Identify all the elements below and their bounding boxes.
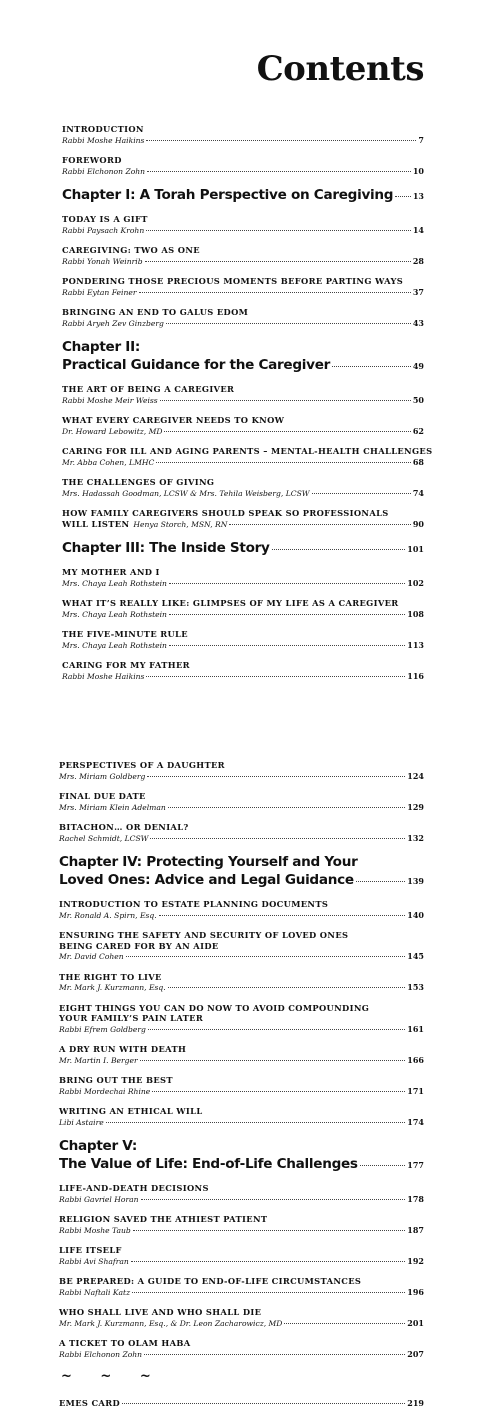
dot-leader [145, 261, 411, 262]
entry-author: Dr. Howard Lebowitz, MD [62, 426, 163, 436]
entry-title-continued: YOUR FAMILY’S PAIN LATER [59, 1013, 204, 1023]
dot-leader [150, 838, 405, 839]
entry-author-line [62, 488, 424, 500]
chapter-line [62, 356, 424, 375]
dot-leader [169, 645, 405, 646]
toc-entry[interactable] [59, 791, 424, 813]
dot-leader [147, 171, 411, 172]
page-number: 90 [412, 518, 424, 529]
entry-title: THE CHALLENGES OF GIVING [62, 477, 215, 487]
entry-title: BRING OUT THE BEST [59, 1075, 173, 1085]
entry-author-line [59, 1349, 424, 1361]
page-number: 43 [412, 317, 424, 328]
toc-entry[interactable] [62, 415, 424, 437]
toc-entry[interactable] [59, 1307, 424, 1329]
entry-title: ENSURING THE SAFETY AND SECURITY OF LOVED ONES [59, 930, 349, 940]
chapter-title: Chapter I: A Torah Perspective on Caregiving [62, 187, 394, 203]
toc-entry[interactable] [59, 930, 424, 963]
dot-leader [159, 915, 406, 916]
entry-author-line [59, 1024, 424, 1036]
entry-author-line [62, 225, 424, 237]
toc-entry[interactable] [59, 1276, 424, 1298]
entry-title: HOW FAMILY CAREGIVERS SHOULD SPEAK SO PROFESSIONALS [62, 508, 389, 518]
entry-title: BE PREPARED: A GUIDE TO END-OF-LIFE CIRCUMSTANCES [59, 1276, 362, 1286]
entry-title-continued: BEING CARED FOR BY AN AIDE [59, 940, 219, 951]
entry-title: EMES CARD [59, 1398, 120, 1408]
chapter-line [59, 871, 424, 890]
entry-title: CAREGIVING: TWO AS ONE [62, 245, 200, 255]
page-number: 132 [407, 832, 424, 843]
entry-author-line [59, 1055, 424, 1067]
page-number: 7 [418, 134, 424, 145]
dot-leader [144, 1354, 405, 1355]
dot-leader [166, 323, 411, 324]
entry-author-line [59, 1318, 424, 1330]
page-number: 102 [407, 577, 424, 588]
entry-title: THE FIVE-MINUTE RULE [62, 629, 188, 639]
toc-entry[interactable] [59, 1245, 424, 1267]
entry-author: Rabbi Naftali Katz [59, 1287, 131, 1297]
entry-title: EIGHT THINGS YOU CAN DO NOW TO AVOID COMPOUNDING [59, 1002, 370, 1013]
page-number: 207 [407, 1348, 424, 1359]
dot-leader [156, 462, 411, 463]
dot-leader [122, 1403, 405, 1404]
entry-title: WHAT EVERY CAREGIVER NEEDS TO KNOW [62, 415, 285, 425]
toc-entry[interactable] [62, 598, 424, 620]
toc-entry[interactable] [59, 1183, 424, 1205]
entry-author: Mrs. Miriam Goldberg [59, 771, 146, 781]
entry-author-line [59, 1287, 424, 1299]
toc-entry[interactable] [62, 446, 433, 468]
entry-author: Rabbi Elchonon Zohn [62, 166, 146, 176]
page-number: 129 [407, 801, 424, 812]
entry-author-line [62, 640, 424, 652]
entry-title: BRINGING AN END TO GALUS EDOM [62, 307, 249, 317]
entry-author: Mrs. Miriam Klein Adelman [59, 802, 166, 812]
dot-leader [168, 987, 406, 988]
toc-entry[interactable] [62, 477, 424, 499]
entry-author: Mr. Mark J. Kurzmann, Esq. [59, 983, 166, 992]
dot-leader [164, 431, 410, 432]
entry-title: PONDERING THOSE PRECIOUS MOMENTS BEFORE PARTING WAYS [62, 276, 404, 286]
entry-author-line [59, 1194, 424, 1206]
entry-title-continued: WILL LISTEN [62, 518, 130, 529]
toc-entry[interactable] [59, 1106, 424, 1128]
page-number: 113 [407, 639, 424, 650]
entry-author: Mrs. Chaya Leah Rothstein [62, 578, 167, 588]
dot-leader [146, 230, 411, 231]
entry-title: THE ART OF BEING A CAREGIVER [62, 384, 235, 394]
page-number: 37 [412, 286, 424, 297]
dot-leader [160, 400, 411, 401]
entry-title: A TICKET TO OLAM HABA [59, 1338, 191, 1348]
entry-author-line [62, 135, 424, 147]
toc-entry[interactable] [62, 124, 424, 146]
page-number: 14 [412, 224, 424, 235]
page-number: 62 [412, 425, 424, 436]
entry-author: Rabbi Eytan Feiner [62, 287, 137, 297]
entry-title: LIFE-AND-DEATH DECISIONS [59, 1183, 209, 1193]
toc-entry[interactable] [62, 214, 424, 236]
dot-leader [332, 366, 411, 367]
entry-author: Rabbi Gavriel Horan [59, 1194, 139, 1204]
entry-author: Mrs. Chaya Leah Rothstein [62, 609, 167, 619]
page-number: 166 [407, 1054, 424, 1065]
entry-author-line [62, 395, 424, 407]
entry-author-line [62, 457, 424, 469]
dot-leader [132, 1292, 405, 1293]
entry-author: Rabbi Mordechai Rhine [59, 1086, 151, 1096]
entry-author: Mr. Ronald A. Spirn, Esq. [59, 910, 157, 920]
toc-entry[interactable] [59, 1214, 424, 1236]
dot-leader [126, 956, 406, 957]
chapter-heading[interactable] [62, 539, 424, 558]
page-number: 124 [407, 770, 424, 781]
entry-title: TODAY IS A GIFT [62, 214, 148, 224]
page-number: 174 [407, 1116, 424, 1127]
toc-entry[interactable] [59, 1003, 424, 1036]
toc-entry[interactable] [62, 660, 424, 682]
entry-author-line [59, 771, 424, 783]
chapter-title: Chapter II: [62, 339, 140, 355]
entry-title: A DRY RUN WITH DEATH [59, 1044, 187, 1054]
page-number: 177 [407, 1160, 424, 1170]
entry-author: Mr. David Cohen [59, 952, 124, 961]
toc-entry[interactable] [62, 245, 424, 267]
dot-leader [272, 549, 406, 550]
dot-leader [229, 524, 410, 525]
chapter-heading[interactable] [59, 1137, 424, 1174]
dot-leader [146, 140, 416, 141]
entry-author: Rabbi Aryeh Zev Ginzberg [62, 318, 164, 328]
entry-author: Rachel Schmidt, LCSW [59, 833, 149, 843]
entry-title: RELIGION SAVED THE ATHIEST PATIENT [59, 1214, 268, 1224]
entry-title: INTRODUCTION TO ESTATE PLANNING DOCUMENTS [59, 899, 329, 909]
toc-entry[interactable] [62, 155, 424, 177]
page-number: 187 [407, 1224, 424, 1235]
entry-author-line [59, 951, 424, 963]
dot-leader [356, 881, 406, 882]
entry-author: Mrs. Hadassah Goodman, LCSW & Mrs. Tehila Weisberg, LCSW [62, 488, 310, 498]
chapter-line [59, 1155, 424, 1174]
toc-block-2 [59, 760, 424, 1418]
entry-author-line [62, 426, 424, 438]
entry-author: Rabbi Avi Shafran [59, 1256, 129, 1266]
entry-author: Rabbi Moshe Taub [59, 1225, 131, 1235]
toc-entry[interactable] [62, 629, 424, 651]
entry-author-line [62, 287, 424, 299]
dot-leader [284, 1323, 405, 1324]
chapter-title: Chapter IV: Protecting Yourself and Your [59, 854, 358, 870]
chapter-title-continued: Loved Ones: Advice and Legal Guidance [59, 872, 354, 888]
entry-author: Mr. Mark J. Kurzmann, Esq., & Dr. Leon Zacharowicz, MD [59, 1318, 283, 1328]
page-number: 28 [412, 255, 424, 266]
page-number: 13 [412, 191, 424, 201]
page-number: 196 [407, 1286, 424, 1297]
chapter-heading[interactable] [59, 853, 424, 890]
chapter-line [62, 539, 424, 558]
dot-leader [168, 807, 406, 808]
chapter-title: Chapter III: The Inside Story [62, 540, 270, 556]
toc-entry[interactable] [62, 307, 424, 329]
entry-author-line [59, 1225, 424, 1237]
entry-title: PERSPECTIVES OF A DAUGHTER [59, 760, 225, 770]
dot-leader [152, 1091, 405, 1092]
dot-leader [169, 614, 405, 615]
entry-author: Rabbi Moshe Haikins [62, 135, 145, 145]
entry-title: MY MOTHER AND I [62, 567, 160, 577]
chapter-line [62, 186, 424, 205]
entry-title: CARING FOR ILL AND AGING PARENTS – MENTAL-HEALTH CHALLENGES [62, 446, 433, 456]
page-number: 50 [412, 394, 424, 405]
entry-title: FOREWORD [62, 155, 122, 165]
entry-author: Rabbi Yonah Weinrib [62, 256, 143, 266]
page-number: 171 [407, 1085, 424, 1096]
page-number: 153 [407, 982, 424, 992]
dot-leader [139, 292, 411, 293]
toc-entry[interactable] [59, 972, 424, 994]
entry-title: WHAT IT’S REALLY LIKE: GLIMPSES OF MY LIFE AS A CAREGIVER [62, 598, 399, 608]
entry-author: Mrs. Chaya Leah Rothstein [62, 640, 167, 650]
entry-title: CARING FOR MY FATHER [62, 660, 190, 670]
toc-entry[interactable] [59, 1398, 424, 1409]
entry-author-line [62, 166, 424, 178]
entry-author: Rabbi Moshe Meir Weiss [62, 395, 158, 405]
entry-title: INTRODUCTION [62, 124, 144, 134]
entry-author-line [62, 671, 424, 683]
page-number: 101 [407, 544, 424, 554]
entry-author-line [62, 318, 424, 330]
dot-leader [131, 1261, 406, 1262]
entry-author-line [59, 1256, 424, 1268]
entry-author-line [62, 609, 424, 621]
page-number: 178 [407, 1193, 424, 1204]
entry-author: Henya Storch, MSN, RN [133, 519, 228, 529]
entry-title: WRITING AN ETHICAL WILL [59, 1106, 203, 1116]
page-number: 140 [407, 909, 424, 920]
entry-author-line [59, 1117, 424, 1129]
page-number: 145 [407, 951, 424, 961]
entry-author-line [59, 1086, 424, 1098]
entry-title: THE RIGHT TO LIVE [59, 971, 162, 982]
toc-entry[interactable] [62, 508, 424, 530]
entry-title: FINAL DUE DATE [59, 791, 146, 801]
toc-entry[interactable] [59, 1075, 424, 1097]
chapter-title-continued: The Value of Life: End-of-Life Challenges [59, 1156, 358, 1172]
chapter-heading[interactable] [62, 338, 424, 375]
toc-entry[interactable] [62, 384, 424, 406]
toc-block-1 [62, 124, 433, 691]
dot-leader [169, 583, 405, 584]
entry-author-line [59, 802, 424, 814]
entry-author: Rabbi Moshe Haikins [62, 671, 145, 681]
entry-title-line [62, 519, 424, 531]
page-number: 10 [412, 165, 424, 176]
entry-author-line [59, 982, 424, 994]
entry-title-line [59, 1398, 424, 1409]
dot-leader [140, 1060, 406, 1061]
page-title: Contents [256, 49, 424, 89]
page-number: 49 [412, 361, 424, 371]
entry-author: Rabbi Paysach Krohn [62, 225, 145, 235]
dot-leader [312, 493, 411, 494]
page-number: 74 [412, 487, 424, 498]
chapter-title-continued: Practical Guidance for the Caregiver [62, 357, 331, 373]
page-number: 108 [407, 608, 424, 619]
toc-entry[interactable] [62, 276, 424, 298]
entry-author: Libi Astaire [59, 1117, 104, 1127]
chapter-heading[interactable] [62, 186, 424, 205]
chapter-title: Chapter V: [59, 1138, 138, 1154]
toc-entry[interactable] [59, 822, 424, 844]
toc-entry[interactable] [59, 1338, 424, 1360]
toc-entry[interactable] [59, 899, 424, 921]
dot-leader [141, 1199, 406, 1200]
page-number: 161 [407, 1023, 424, 1034]
entry-author: Mr. Martin I. Berger [59, 1055, 138, 1065]
dot-leader [106, 1122, 406, 1123]
dot-leader [148, 1029, 405, 1030]
entry-author: Mr. Abba Cohen, LMHC [62, 457, 155, 467]
dot-leader [147, 776, 405, 777]
dot-leader [395, 196, 411, 197]
page-number: 219 [407, 1398, 424, 1408]
page-number: 68 [412, 456, 424, 467]
page-number: 192 [407, 1255, 424, 1266]
entry-author-line [62, 578, 424, 590]
page-number: 116 [407, 670, 424, 681]
page-number: 201 [407, 1317, 424, 1328]
toc-entry[interactable] [59, 760, 424, 782]
entry-author-line [59, 910, 424, 922]
dot-leader [133, 1230, 406, 1231]
entry-title: BITACHON… OR DENIAL? [59, 822, 189, 832]
dot-leader [146, 676, 405, 677]
page-number: 139 [407, 876, 424, 886]
dot-leader [360, 1165, 406, 1166]
entry-author: Rabbi Elchonon Zohn [59, 1349, 143, 1359]
toc-entry[interactable] [59, 1044, 424, 1066]
entry-title: LIFE ITSELF [59, 1245, 122, 1255]
entry-author-line [62, 256, 424, 268]
toc-entry[interactable] [62, 567, 424, 589]
entry-title: WHO SHALL LIVE AND WHO SHALL DIE [59, 1307, 262, 1317]
entry-author: Rabbi Efrem Goldberg [59, 1024, 146, 1034]
entry-author-line [59, 833, 424, 845]
section-divider: ~ ~ ~ [61, 1369, 163, 1384]
